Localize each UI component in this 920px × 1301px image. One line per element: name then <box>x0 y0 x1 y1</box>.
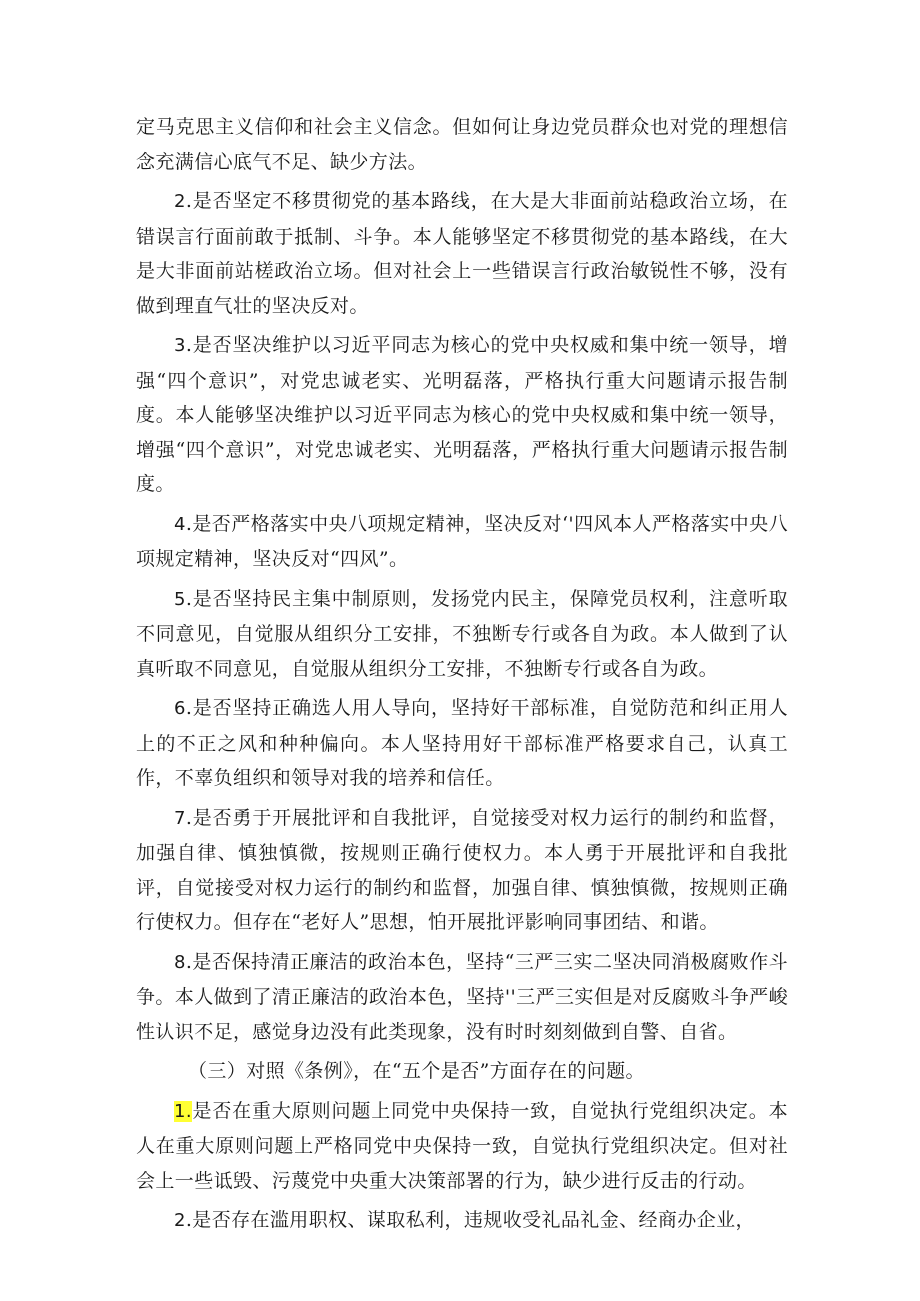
paragraph-text: .是否坚持正确选人用人导向，坚持好干部标准，自觉防范和纠正用人上的不正之风和种种偏向。本人坚持用好干部标准严格要求自己，认真工作，不辜负组织和领导对我的培养和信任。 <box>136 697 788 789</box>
document-body <box>136 110 788 1244</box>
item-number: 2 <box>174 1210 186 1231</box>
paragraph-item-2 <box>136 184 788 323</box>
item-number: 6 <box>174 698 186 719</box>
paragraph-continued <box>136 110 788 179</box>
section-item-1 <box>136 1094 788 1199</box>
section-heading-text: （三）对照《条例》，在“五个是否”方面存在的问题。 <box>188 1060 645 1082</box>
item-number: 4 <box>174 513 186 535</box>
paragraph-text: .是否存在滥用职权、谋取私利，违规收受礼品礼金、经商办企业， <box>185 1209 755 1231</box>
section-heading <box>136 1054 788 1089</box>
paragraph-item-7 <box>136 801 788 940</box>
highlighted-item-number: 1. <box>174 1100 192 1122</box>
paragraph-text: 定马克思主义信仰和社会主义信念。但如何让身边党员群众也对党的理想信念充满信心底气不足、缺少方法。 <box>136 116 788 173</box>
paragraph-text: .是否坚持民主集中制原则，发扬党内民主，保障党员权利，注意听取不同意见，自觉服从组织分工安排，不独断专行或各自为政。本人做到了认真听取不同意见，自觉服从组织分工安排，不独断专行或各自为政。 <box>136 587 788 680</box>
item-number: 3 <box>174 335 186 356</box>
section-item-2 <box>136 1203 788 1239</box>
paragraph-text: .是否保持清正廉洁的政治本色，坚持“三严三实二坚决同消极腐败作斗争。本人做到了清正廉洁的政治本色，坚持''三严三实但是对反腐败斗争严峻性认识不足，感觉身边没有此类现象，没有时时刻刻做到自警、自省。 <box>136 950 788 1043</box>
paragraph-text: .是否坚定不移贯彻党的基本路线，在大是大非面前站稳政治立场，在错误言行面前敢于抵制、斗争。本人能够坚定不移贯彻党的基本路线，在大是大非面前站槎政治立场。但对社会上一些错误言行政治敏锐性不够，没有做到理直气壮的坚决反对。 <box>136 190 788 317</box>
paragraph-item-8 <box>136 945 788 1050</box>
paragraph-text: .是否坚决维护以习近平同志为核心的党中央权威和集中统一领导，增强“四个意识”，对党忠诚老实、光明磊落，严格执行重大问题请示报告制度。本人能够坚决维护以习近平同志为核心的党中央权威和集中统一领导，增强“四个意识”，对党忠诚老实、光明磊落，严格执行重大问题请示报告制度。 <box>136 334 788 495</box>
paragraph-text: .是否严格落实中央八项规定精神，坚决反对‘'四风本人严格落实中央八项规定精神，坚决反对“四风”。 <box>136 512 788 570</box>
paragraph-item-3 <box>136 328 788 502</box>
paragraph-item-5 <box>136 582 788 687</box>
paragraph-item-4 <box>136 507 788 577</box>
paragraph-text: .是否勇于开展批评和自我批评，自觉接受对权力运行的制约和监督，加强自律、慎独慎微，按规则正确行使权力。本人勇于开展批评和自我批评，自觉接受对权力运行的制约和监督，加强自律、慎独慎微，按规则正确行使权力。但存在“老好人”思想，怕开展批评影响同事团结、和谐。 <box>136 806 788 933</box>
paragraph-text: 是否在重大原则问题上同党中央保持一致，自觉执行党组织决定。本人在重大原则问题上严格同党中央保持一致，自觉执行党组织决定。但对社会上一些诋毁、污蔑党中央重大决策部署的行为，缺少进行反击的行动。 <box>136 1099 788 1192</box>
item-number: 8 <box>174 951 186 973</box>
paragraph-item-6 <box>136 691 788 796</box>
item-number: 5 <box>174 588 186 610</box>
item-number: 7 <box>174 807 186 829</box>
item-number: 2 <box>174 191 186 212</box>
